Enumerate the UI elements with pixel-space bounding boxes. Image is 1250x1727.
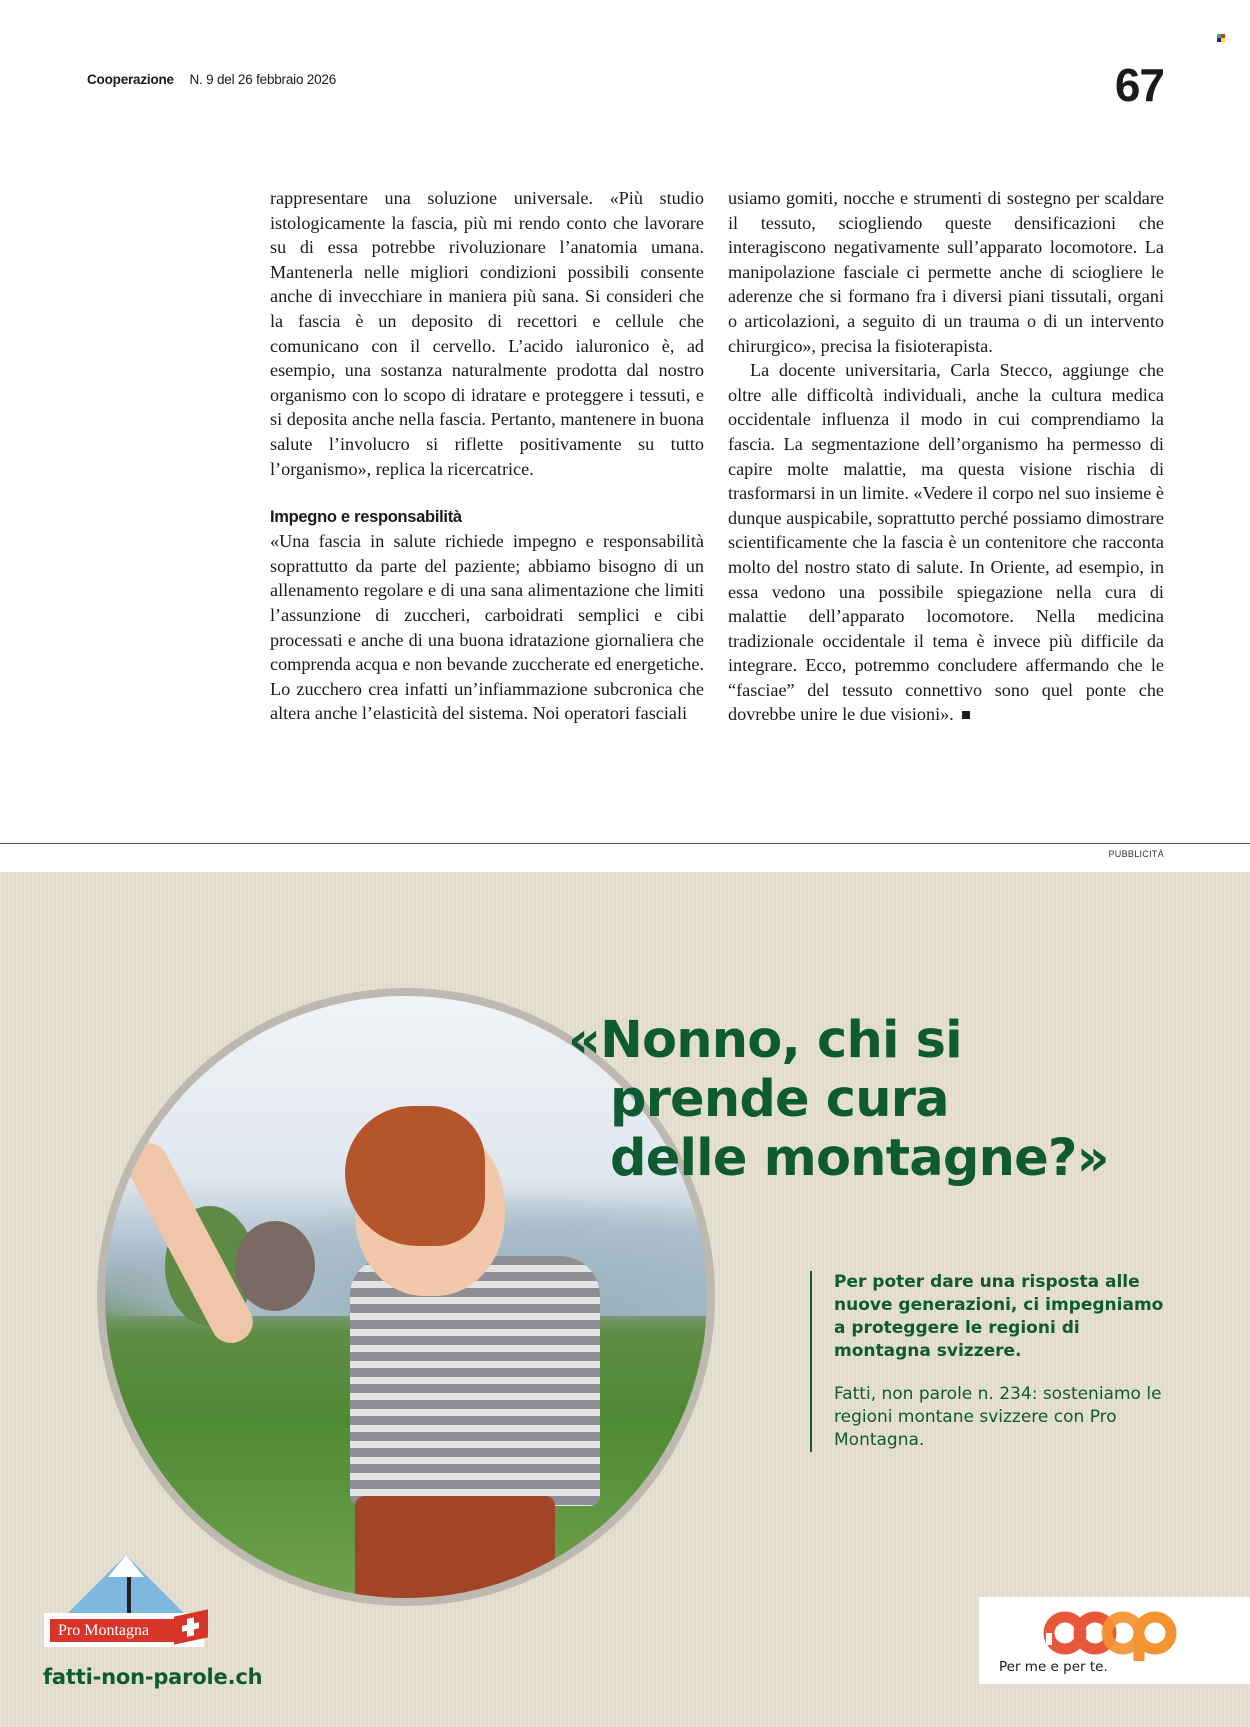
ad-body-copy — [810, 1271, 1170, 1452]
red-hair — [345, 1106, 485, 1246]
coop-tagline: Per me e per te. — [999, 1659, 1108, 1675]
headline-line-2: prende cura — [610, 1070, 949, 1129]
headline-line-3: delle montagne?» — [610, 1129, 1109, 1188]
pro-montagna-logo — [42, 1555, 212, 1645]
paragraph: usiamo gomiti, nocche e strumenti di sostegno per scaldare il tessuto, sciogliendo queste densificazioni che interagiscono negativamente sull’apparato locomotore. La manipolazione fasciale ci permette anche di sciogliere le aderenze che si formano fra i diversi piani tissutali, organi o articolazioni, a seguito di un trauma o di un intervento chirurgico», precisa la fisioterapista. — [728, 188, 1164, 356]
coop-logo-icon — [1043, 1611, 1183, 1661]
ad-headline — [568, 1011, 1109, 1188]
paragraph-text: La docente universitaria, Carla Stecco, aggiunge che oltre alle difficoltà individuali, anche la cultura medica occidentale influenza il modo in cui comprendiamo la fascia. La segmentazione dell’organismo ha permesso di capire molte malattie, ma questa visione rischia di trasformarsi in un limite. «Vedere il corpo nel suo insieme è dunque auspicabile, soprattutto perché possiamo dimostrare scientificamente che la fascia è un contenitore che racconta molto del nostro stato di salute. In Oriente, ad esempio, in essa vedono una possibile spiegazione nella cura di malattie dell’apparato locomotore. Nella medicina tradizionale occidentale il tema è invece più difficile da integrare. Ecco, potremmo concludere affermando che le “fasciae” del tessuto connettivo sono quel ponte che dovrebbe unire le due visioni». — [728, 360, 1164, 725]
page-header — [87, 72, 336, 87]
end-of-article-icon — [962, 711, 970, 719]
subheading: Impegno e responsabilità — [270, 508, 462, 527]
snow-peak-icon — [108, 1555, 144, 1577]
registration-mark — [1217, 34, 1225, 42]
striped-shirt — [350, 1256, 600, 1506]
alphorn-player-icon — [127, 1577, 131, 1613]
ad-body-bold: Per poter dare una risposta alle nuove generazioni, ci impegniamo a proteggere le regioni di montagna svizzere. — [834, 1272, 1164, 1361]
red-pants — [355, 1496, 555, 1598]
coop-logo-box — [979, 1597, 1250, 1684]
article-column-left — [270, 186, 704, 726]
headline-line-1: «Nonno, chi si — [568, 1011, 962, 1070]
website-link[interactable]: fatti-non-parole.ch — [43, 1665, 263, 1689]
issue-info: N. 9 del 26 febbraio 2026 — [189, 72, 337, 87]
pro-montagna-text: Pro Montagna — [50, 1619, 180, 1642]
advertisement-label: PUBBLICITÀ — [1108, 849, 1164, 859]
ad-body-normal: Fatti, non parole n. 234: sosteniamo le regioni montane svizzere con Pro Montagna. — [834, 1384, 1162, 1450]
paragraph: «Una fascia in salute richiede impegno e responsabilità soprattutto da parte del paziente; abbiamo bisogno di un allenamento regolare e di una sana alimentazione che limiti l’assunzione di zuccheri, carboidrati semplici e cibi processati e anche di una buona idratazione giornaliera che comprenda acqua e non bevande zuccherate ed energetiche. Lo zucchero crea infatti un’infiammazione subcronica che altera anche l’elasticità del sistema. Noi operatori fasciali — [270, 531, 704, 724]
paragraph-final — [728, 358, 1164, 727]
publication-name: Cooperazione — [87, 72, 174, 87]
tree — [235, 1221, 315, 1311]
page-number: 67 — [1114, 59, 1164, 111]
section-divider — [0, 843, 1250, 844]
paragraph: rappresentare una soluzione universale. «Più studio istologicamente la fascia, più mi rendo conto che lavorare su di essa potrebbe rivoluzionare l’anatomia umana. Mantenerla nelle migliori condizioni possibili consente anche di invecchiare in maniera più sana. Si consideri che la fascia è un deposito di recettori e cellule che comunicano con il cervello. L’acido ialuronico è, ad esempio, una sostanza naturalmente prodotta dal nostro organismo con lo scopo di idratare e proteggere i tessuti, e si deposita anche nella fascia. Pertanto, mantenere in buona salute l’involucro si riflette positivamente su tutto l’organismo», replica la ricercatrice. — [270, 188, 704, 479]
article-column-right — [728, 186, 1164, 727]
